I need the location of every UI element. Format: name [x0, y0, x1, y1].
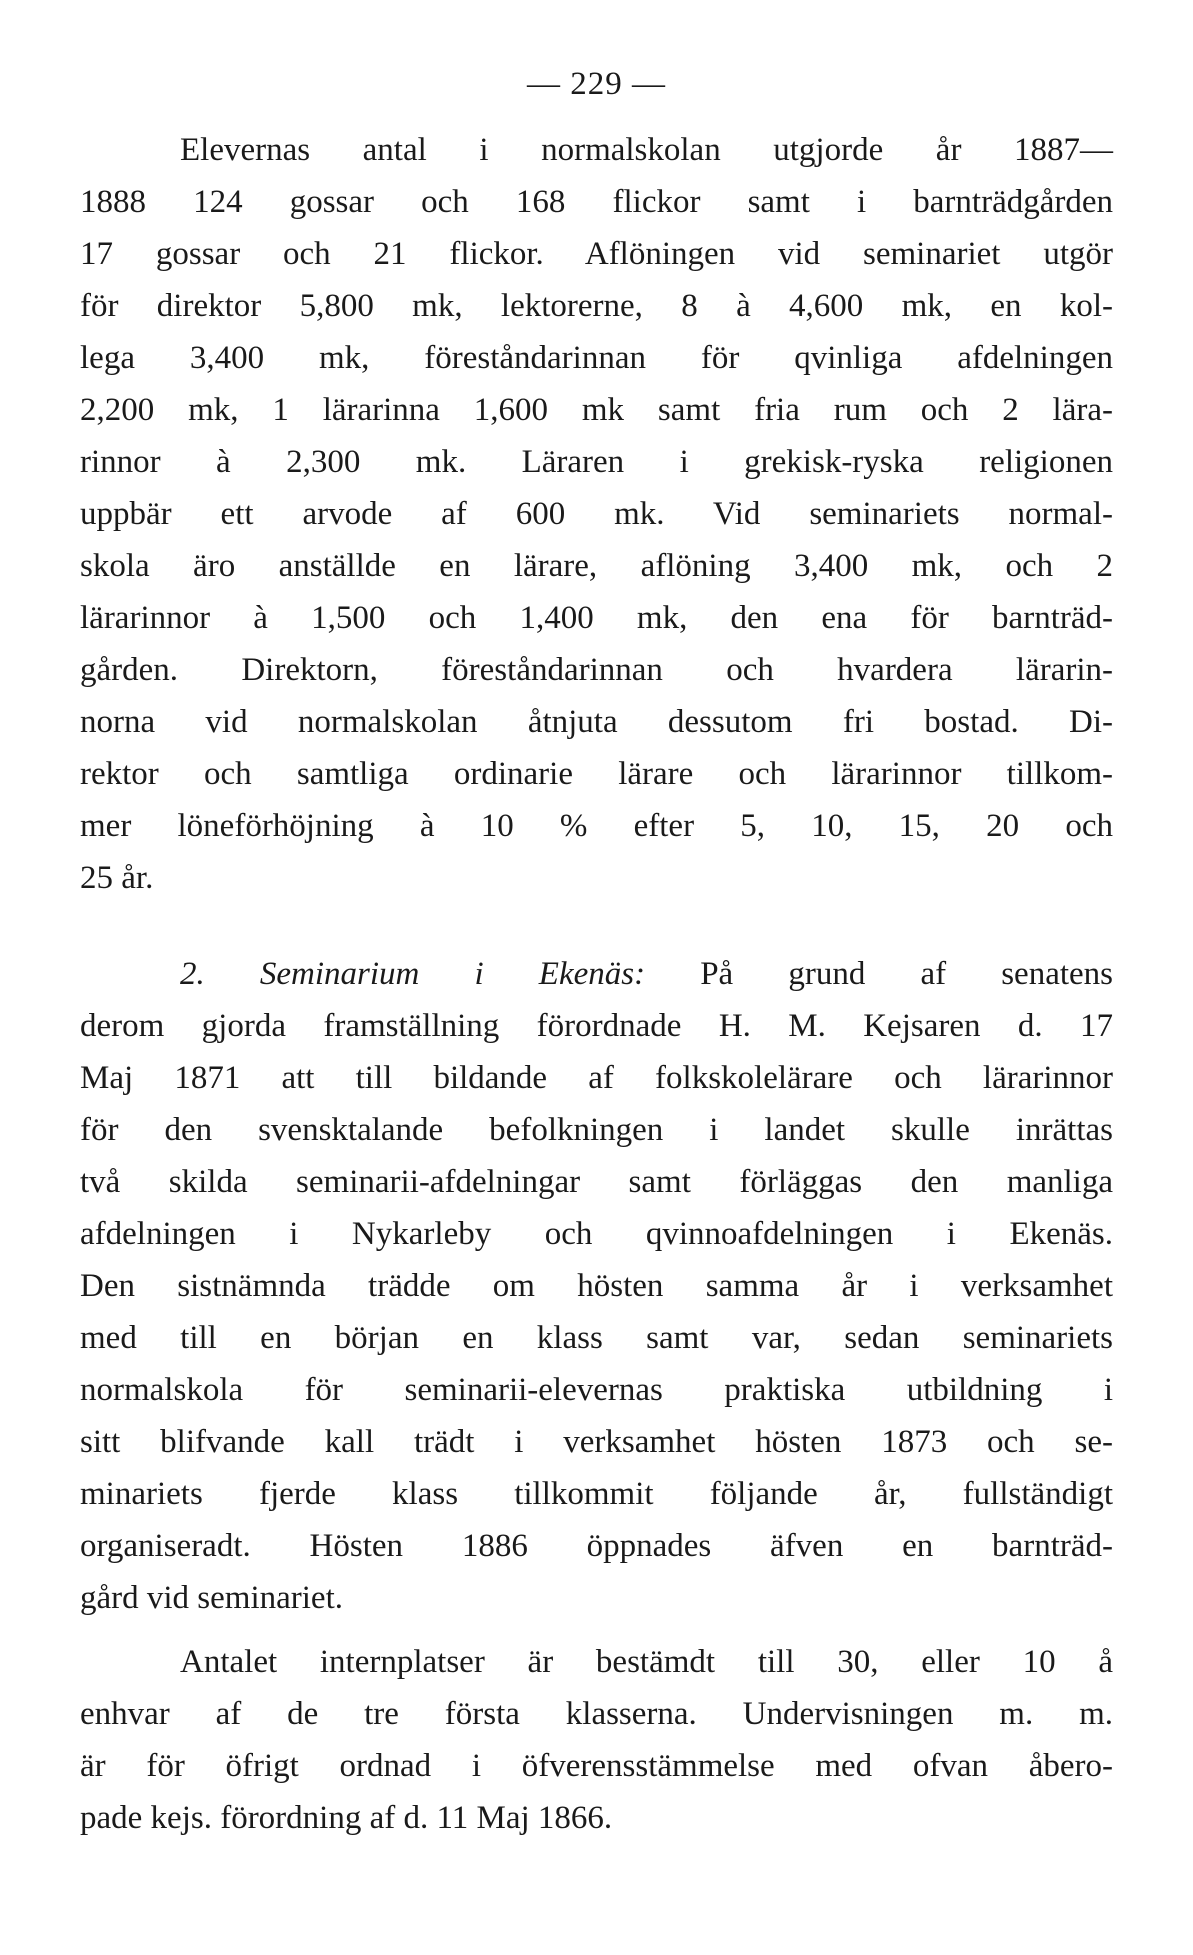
paragraph-1 — [80, 124, 1113, 904]
text-line: 17 gossar och 21 flickor. Aflöningen vid seminariet utgör — [80, 236, 1113, 272]
text-line: normalskola för seminarii-elevernas praktiska utbildning i — [80, 1372, 1113, 1408]
text-line: 2,200 mk, 1 lärarinna 1,600 mk samt fria rum och 2 lära- — [80, 392, 1113, 428]
text-line: rektor och samtliga ordinarie lärare och lärarinnor tillkom- — [80, 756, 1113, 792]
text-line: minariets fjerde klass tillkommit följande år, fullständigt — [80, 1476, 1113, 1512]
text-line: 1888 124 gossar och 168 flickor samt i barnträdgården — [80, 184, 1113, 220]
text-line: pade kejs. förordning af d. 11 Maj 1866. — [80, 1800, 613, 1836]
text-line: skola äro anställde en lärare, aflöning 3,400 mk, och 2 — [80, 548, 1113, 584]
text-line: med till en början en klass samt var, sedan seminariets — [80, 1320, 1113, 1356]
text-line: Den sistnämnda trädde om hösten samma år i verksamhet — [80, 1268, 1113, 1304]
text-line: för den svensktalande befolkningen i landet skulle inrättas — [80, 1112, 1113, 1148]
text-line: Maj 1871 att till bildande af folkskolelärare och lärarinnor — [80, 1060, 1113, 1096]
text-line: är för öfrigt ordnad i öfverensstämmelse med ofvan åbero- — [80, 1748, 1113, 1784]
page-number: — 229 — — [527, 66, 666, 102]
text-line: mer löneförhöjning à 10 % efter 5, 10, 15, 20 och — [80, 808, 1113, 844]
text-line: Antalet internplatser är bestämdt till 30, eller 10 å — [180, 1644, 1113, 1680]
text-line: lärarinnor à 1,500 och 1,400 mk, den ena för barnträd- — [80, 600, 1113, 636]
text-line: 25 år. — [80, 860, 154, 896]
text-line: två skilda seminarii-afdelningar samt förläggas den manliga — [80, 1164, 1113, 1200]
paragraph-3 — [80, 1636, 1113, 1844]
text-line: enhvar af de tre första klasserna. Undervisningen m. m. — [80, 1696, 1113, 1732]
text-line: organiseradt. Hösten 1886 öppnades äfven en barnträd- — [80, 1528, 1113, 1564]
text-line: Elevernas antal i normalskolan utgjorde år 1887— — [180, 132, 1113, 168]
text-line: derom gjorda framställning förordnade H. M. Kejsaren d. 17 — [80, 1008, 1113, 1044]
text-line: för direktor 5,800 mk, lektorerne, 8 à 4,600 mk, en kol- — [80, 288, 1113, 324]
text-line: uppbär ett arvode af 600 mk. Vid seminariets normal- — [80, 496, 1113, 532]
paragraph-2 — [80, 948, 1113, 1624]
section-heading-rest: På grund af senatens — [700, 956, 1113, 992]
section-heading-line — [80, 948, 1113, 1000]
text-line: sitt blifvande kall trädt i verksamhet hösten 1873 och se- — [80, 1424, 1113, 1460]
text-line: gård vid seminariet. — [80, 1580, 344, 1616]
text-line: norna vid normalskolan åtnjuta dessutom fri bostad. Di- — [80, 704, 1113, 740]
text-line: gården. Direktorn, föreståndarinnan och hvardera lärarin- — [80, 652, 1113, 688]
text-line: rinnor à 2,300 mk. Läraren i grekisk-ryska religionen — [80, 444, 1113, 480]
section-number: 2. — [180, 956, 205, 992]
text-line: afdelningen i Nykarleby och qvinnoafdelningen i Ekenäs. — [80, 1216, 1113, 1252]
section-title: Seminarium i Ekenäs: — [259, 956, 646, 992]
text-line: lega 3,400 mk, föreståndarinnan för qvinliga afdelningen — [80, 340, 1113, 376]
